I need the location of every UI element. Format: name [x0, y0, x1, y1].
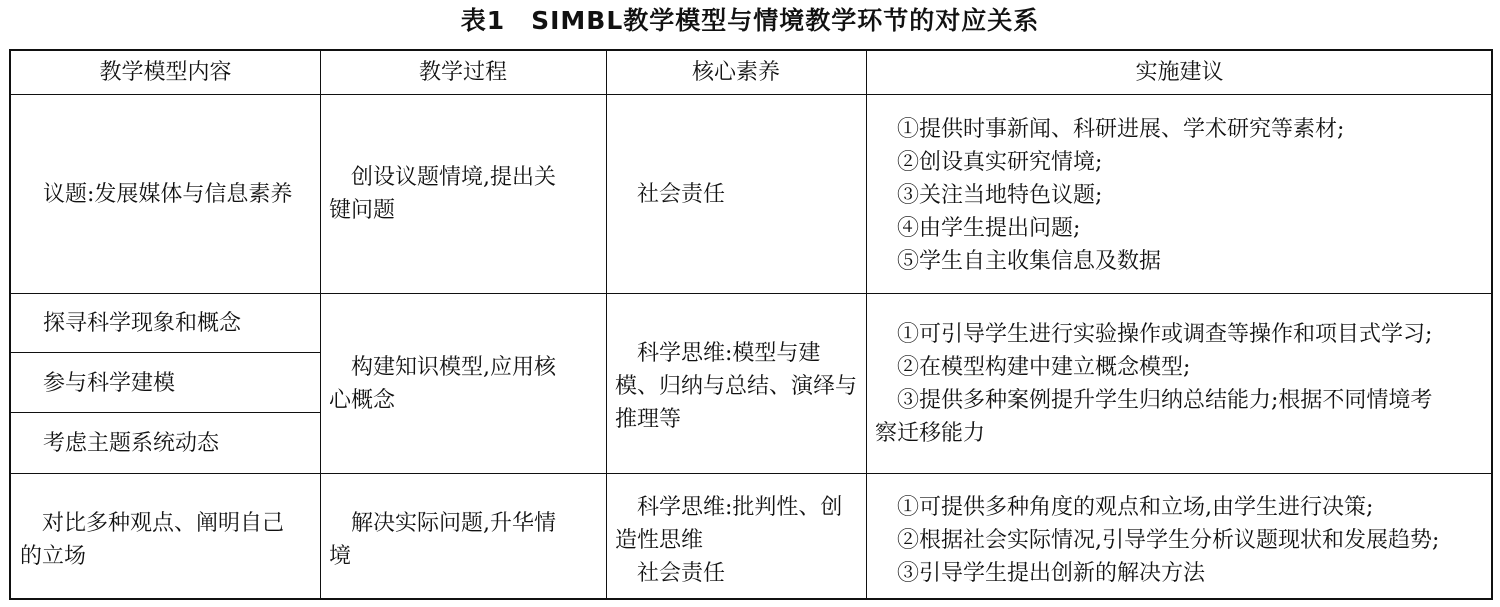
row2-advice-line-2: ②在模型构建中建立概念模型; [897, 355, 1191, 380]
row1-advice-line-5: ⑤学生自主收集信息及数据 [897, 249, 1162, 274]
row1-literacy [637, 178, 862, 211]
row2-advice-line-3: ③提供多种案例提升学生归纳总结能力;根据不同情境考 [897, 388, 1433, 413]
header-literacy: 核心素养 [691, 60, 780, 85]
row3-model-line-2: 的立场 [20, 544, 87, 569]
row3-process [329, 507, 603, 573]
row3-advice-line-1: ①可提供多种角度的观点和立场,由学生进行决策; [897, 495, 1374, 520]
row1-advice-line-1: ①提供时事新闻、科研进展、学术研究等素材; [897, 117, 1345, 142]
row1-model-text: 议题:发展媒体与信息素养 [43, 182, 293, 207]
subrow-divider [11, 352, 320, 353]
row2-advice [875, 318, 1491, 450]
row3-advice [897, 491, 1491, 590]
row2-model-text-3: 考虑主题系统动态 [43, 431, 220, 456]
row1-advice-line-4: ④由学生提出问题; [897, 216, 1081, 241]
row2-model-text-1: 探寻科学现象和概念 [43, 311, 242, 336]
header-advice: 实施建议 [1135, 60, 1224, 85]
row2-model-text-2: 参与科学建模 [43, 371, 176, 396]
row3-advice-line-3: ③引导学生提出创新的解决方法 [897, 561, 1206, 586]
subrow-divider [11, 412, 320, 413]
row1-process-line-1: 创设议题情境,提出关 [351, 165, 556, 190]
row3-literacy [615, 491, 863, 590]
column-divider [320, 51, 321, 598]
table-title: 表1 SIMBL教学模型与情境教学环节的对应关系 [460, 6, 1040, 35]
row1-process-line-2: 键问题 [329, 198, 396, 223]
row2-advice-line-4: 察迁移能力 [875, 421, 986, 446]
row-divider [11, 293, 1491, 294]
row3-process-line-1: 解决实际问题,升华情 [351, 511, 556, 536]
row2-literacy [615, 337, 863, 436]
row3-literacy-line-1: 科学思维:批判性、创 [637, 495, 843, 520]
row2-process-line-2: 心概念 [329, 388, 396, 413]
row2-literacy-line-2: 模、归纳与总结、演绎与 [615, 374, 858, 399]
row2-process-line-1: 构建知识模型,应用核 [351, 355, 556, 380]
row2-model-2 [43, 367, 318, 400]
row2-literacy-line-1: 科学思维:模型与建 [637, 341, 821, 366]
row3-advice-line-2: ②根据社会实际情况,引导学生分析议题现状和发展趋势; [897, 528, 1440, 553]
row1-model [43, 178, 318, 211]
row3-literacy-line-2: 造性思维 [615, 528, 704, 553]
column-divider [866, 51, 867, 598]
header-model: 教学模型内容 [99, 60, 232, 85]
row-divider [11, 473, 1491, 474]
row2-advice-line-1: ①可引导学生进行实验操作或调查等操作和项目式学习; [897, 322, 1433, 347]
row3-model-line-1: 对比多种观点、阐明自己 [42, 511, 285, 536]
row1-advice-line-3: ③关注当地特色议题; [897, 183, 1103, 208]
row3-process-line-2: 境 [329, 544, 352, 569]
row1-advice-line-2: ②创设真实研究情境; [897, 150, 1103, 175]
row1-advice [897, 113, 1491, 278]
row1-literacy-text: 社会责任 [637, 182, 726, 207]
header-process: 教学过程 [418, 60, 507, 85]
row2-model-3 [43, 427, 318, 460]
column-divider [606, 51, 607, 598]
row2-process [329, 351, 603, 417]
row-divider [11, 94, 1491, 95]
row3-literacy-line-3: 社会责任 [637, 561, 726, 586]
row3-model [20, 507, 318, 573]
row1-process [329, 161, 603, 227]
row2-literacy-line-3: 推理等 [615, 407, 682, 432]
correspondence-table [9, 49, 1493, 600]
row2-model-1 [43, 307, 318, 340]
